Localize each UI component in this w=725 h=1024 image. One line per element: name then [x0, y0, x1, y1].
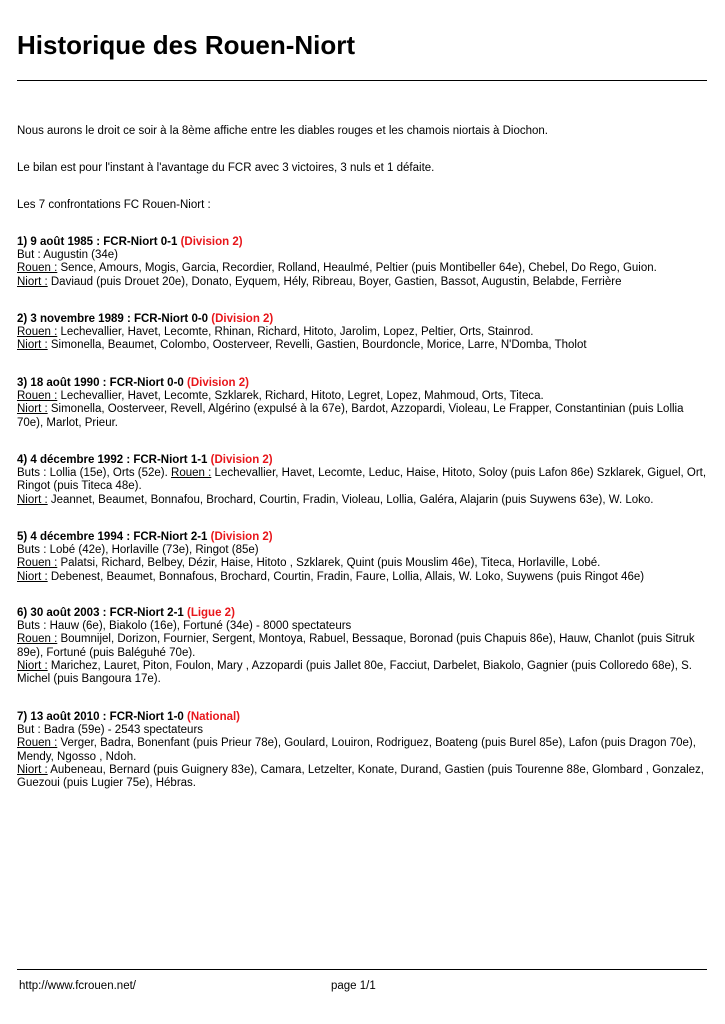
niort-label: Niort :	[17, 275, 48, 288]
match-entry	[17, 607, 707, 686]
rouen-label: Rouen :	[17, 390, 58, 403]
rouen-lineup: Rouen : Boumnijel, Dorizon, Fournier, Sergent, Montoya, Rabuel, Bessaque, Boronad (puis Chapuis 86e), Hauw, Chanlot (puis Sitruk 89e), Fortuné (puis Baléguhé 70e).	[17, 633, 695, 659]
niort-lineup: Niort : Debenest, Beaumet, Bonnafous, Brochard, Courtin, Fradin, Faure, Lollia, Allais, W. Loko, Suywens (puis Ringot 46e)	[17, 570, 645, 583]
niort-label: Niort :	[17, 403, 48, 416]
rouen-lineup: Rouen : Lechevallier, Havet, Lecomte, Rhinan, Richard, Hitoto, Jarolim, Lopez, Peltier, Orts, Stainrod.	[17, 326, 534, 339]
division-label: (Division 2)	[210, 531, 273, 543]
match-heading: 7) 13 août 2010 : FCR-Niort 1-0 (National)	[17, 711, 241, 723]
niort-label: Niort :	[17, 570, 48, 583]
niort-lineup: Niort : Jeannet, Beaumet, Bonnafou, Brochard, Courtin, Fradin, Violeau, Lollia, Galéra, Alajarin (puis Suywens 63e), W. Loko.	[17, 493, 654, 506]
match-goals: Buts : Lobé (42e), Horlaville (73e), Ringot (85e)	[17, 544, 259, 557]
rouen-label: Rouen :	[17, 633, 58, 646]
niort-label: Niort :	[17, 763, 48, 776]
page-number: page 1/1	[331, 980, 376, 992]
division-label: (Division 2)	[210, 454, 273, 466]
goals-and-rouen-lineup: Buts : Lollia (15e), Orts (52e). Rouen : Lechevallier, Havet, Lecomte, Leduc, Haise, Hitoto, Soloy (puis Lafon 86e) Szklarek, Giguel, Ort, Ringot (puis Titeca 48e).	[17, 467, 707, 493]
rouen-label: Rouen :	[17, 737, 58, 750]
niort-label: Niort :	[17, 659, 48, 672]
match-goals: Buts : Hauw (6e), Biakolo (16e), Fortuné (34e) - 8000 spectateurs	[17, 620, 352, 633]
page-title: Historique des Rouen-Niort	[17, 30, 356, 60]
division-label: (Division 2)	[211, 313, 274, 325]
rouen-lineup: Rouen : Palatsi, Richard, Belbey, Dézir, Haise, Hitoto , Szklarek, Quint (puis Mouslim 46e), Titeca, Horlaville, Lobé.	[17, 557, 601, 570]
confrontations-heading: Les 7 confrontations FC Rouen-Niort :	[17, 199, 211, 211]
rouen-lineup: Rouen : Sence, Amours, Mogis, Garcia, Recordier, Rolland, Heaulmé, Peltier (puis Montibeller 64e), Chebel, Do Rego, Guion.	[17, 262, 657, 275]
bilan-paragraph: Le bilan est pour l'instant à l'avantage du FCR avec 3 victoires, 3 nuls et 1 défaite.	[17, 162, 435, 174]
match-entry	[17, 454, 707, 507]
niort-lineup: Niort : Marichez, Lauret, Piton, Foulon, Mary , Azzopardi (puis Jallet 80e, Facciut, Darbelet, Biakolo, Gagnier (puis Colloredo 68e), S. Michel (puis Bangoura 17e).	[17, 659, 692, 686]
title-divider	[17, 80, 707, 81]
rouen-lineup: Rouen : Verger, Badra, Bonenfant (puis Prieur 78e), Goulard, Louiron, Rodriguez, Boateng (puis Burel 85e), Lafon (puis Dragon 70e), Mendy, Ngosso , Ndoh.	[17, 737, 696, 763]
division-label: (Division 2)	[186, 377, 249, 389]
match-heading: 4) 4 décembre 1992 : FCR-Niort 1-1 (Division 2)	[17, 454, 273, 466]
match-heading: 2) 3 novembre 1989 : FCR-Niort 0-0 (Division 2)	[17, 313, 274, 325]
niort-label: Niort :	[17, 493, 48, 506]
division-label: (National)	[186, 711, 241, 723]
niort-label: Niort :	[17, 339, 48, 352]
match-entry	[17, 531, 707, 584]
intro-paragraph: Nous aurons le droit ce soir à la 8ème affiche entre les diables rouges et les chamois niortais à Diochon.	[17, 125, 548, 137]
match-goals: Buts : Lollia (15e), Orts (52e).	[17, 467, 172, 480]
match-goals: But : Augustin (34e)	[17, 249, 119, 262]
rouen-label: Rouen :	[17, 262, 58, 275]
division-label: (Ligue 2)	[186, 607, 235, 619]
match-heading: 6) 30 août 2003 : FCR-Niort 2-1 (Ligue 2)	[17, 607, 235, 619]
niort-lineup: Niort : Simonella, Beaumet, Colombo, Oosterveer, Revelli, Gastien, Bourdoncle, Morice, Larre, N'Domba, Tholot	[17, 339, 587, 352]
division-label: (Division 2)	[180, 236, 243, 248]
match-entry	[17, 377, 707, 430]
match-goals: But : Badra (59e) - 2543 spectateurs	[17, 724, 204, 737]
footer-divider	[17, 969, 707, 970]
match-entry	[17, 313, 707, 353]
rouen-label: Rouen :	[17, 326, 58, 339]
rouen-label: Rouen :	[17, 557, 58, 570]
niort-lineup: Niort : Aubeneau, Bernard (puis Guignery 83e), Camara, Letzelter, Konate, Durand, Gastien (puis Tourenne 88e, Glombard , Gonzalez, Guezoui (puis Lugier 75e), Hébras.	[17, 763, 704, 790]
footer-url[interactable]: http://www.fcrouen.net/	[19, 980, 136, 992]
rouen-lineup: Rouen : Lechevallier, Havet, Lecomte, Szklarek, Richard, Hitoto, Legret, Lopez, Mahmoud, Orts, Titeca.	[17, 390, 544, 403]
niort-lineup: Niort : Simonella, Oosterveer, Revell, Algérino (expulsé à la 67e), Bardot, Azzopardi, Violeau, Le Frapper, Constantinian (puis Lollia 70e), Marlot, Prieur.	[17, 403, 684, 429]
match-heading: 1) 9 août 1985 : FCR-Niort 0-1 (Division 2)	[17, 236, 243, 248]
rouen-label: Rouen :	[171, 467, 212, 480]
match-entry	[17, 711, 707, 790]
match-heading: 3) 18 août 1990 : FCR-Niort 0-0 (Division 2)	[17, 377, 249, 389]
match-entry	[17, 236, 707, 289]
niort-lineup: Niort : Daviaud (puis Drouet 20e), Donato, Eyquem, Hély, Ribreau, Boyer, Gastien, Bassot, Augustin, Belabde, Ferrière	[17, 275, 622, 288]
match-heading: 5) 4 décembre 1994 : FCR-Niort 2-1 (Division 2)	[17, 531, 273, 543]
